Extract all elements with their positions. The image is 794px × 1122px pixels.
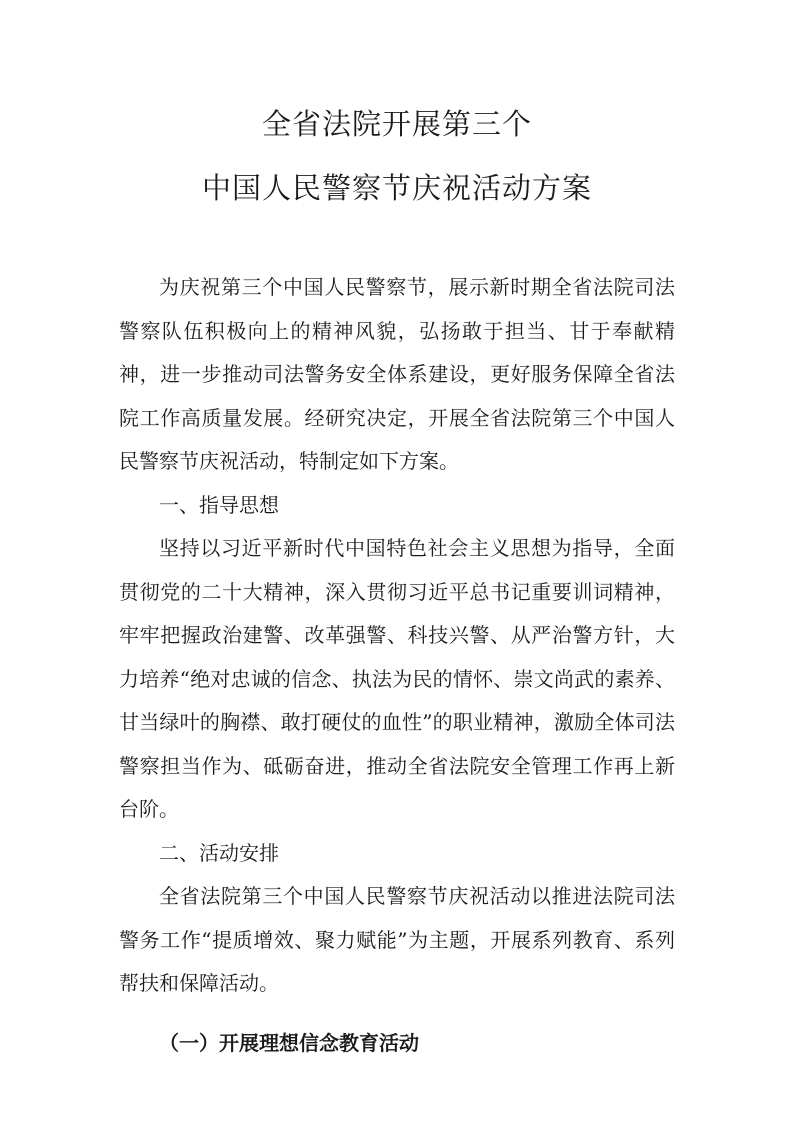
- section-heading-guiding-thought: 一、指导思想: [159, 492, 279, 517]
- section-heading-activity-arrangement: 二、活动安排: [159, 840, 279, 865]
- document-title-line2: 中国人民警察节庆祝活动方案: [201, 171, 592, 205]
- subsection-heading-ideals-education: （一）开展理想信念教育活动: [159, 1030, 419, 1055]
- document-body: [119, 266, 675, 1065]
- intro-paragraph: 为庆祝第三个中国人民警察节，展示新时期全省法院司法警察队伍积极向上的精神风貌，弘扬敢于担当、甘于奉献精神，进一步推动司法警务安全体系建设，更好服务保障全省法院工作高质量发展。经研究决定，开展全省法院第三个中国人民警察节庆祝活动，特制定如下方案。: [119, 275, 675, 473]
- activity-arrangement-paragraph: 全省法院第三个中国人民警察节庆祝活动以推进法院司法警务工作“提质增效、聚力赋能”为主题，开展系列教育、系列帮扶和保障活动。: [119, 884, 675, 995]
- guiding-thought-paragraph: 坚持以习近平新时代中国特色社会主义思想为指导，全面贯彻党的二十大精神，深入贯彻习近平总书记重要训词精神，牢牢把握政治建警、改革强警、科技兴警、从严治警方针，大力培养“绝对忠诚的信念、执法为民的情怀、崇文尚武的素养、甘当绿叶的胸襟、敢打硬仗的血性”的职业精神，激励全体司法警察担当作为、砥砺奋进，推动全省法院安全管理工作再上新台阶。: [119, 536, 675, 821]
- document-title-line1: 全省法院开展第三个: [261, 107, 532, 141]
